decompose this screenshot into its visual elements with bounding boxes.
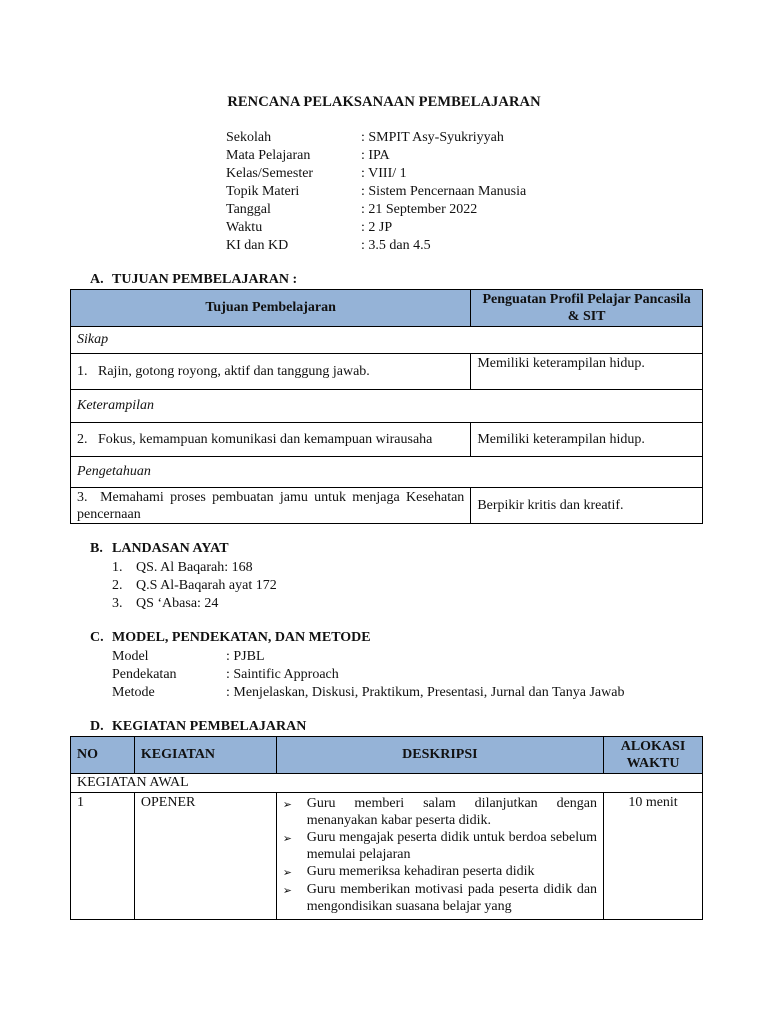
list-number: 1. [112, 560, 123, 575]
arrow-bullet-icon: ➢ [282, 884, 292, 897]
list-item [112, 595, 277, 613]
bullet-text: Guru memberi salam dilanjutkan dengan menanyakan kabar peserta didik. [306, 796, 598, 828]
description-list [283, 795, 597, 915]
objective-cell: 2. Fokus, kemampuan komunikasi dan kemampuan wirausaha [71, 423, 471, 457]
header-kegiatan: KEGIATAN [134, 737, 276, 774]
arrow-bullet-icon: ➢ [282, 866, 292, 879]
identity-value: : Sistem Pencernaan Manusia [361, 184, 527, 199]
bullet-text: Guru memeriksa kehadiran peserta didik [306, 864, 535, 879]
identity-label: Topik Materi [226, 184, 300, 199]
header-alokasi: ALOKASI WAKTU [604, 737, 703, 774]
objective-cell: 3. Memahami proses pembuatan jamu untuk menjaga Kesehatan pencernaan [71, 488, 471, 524]
list-text: Q.S Al-Baqarah ayat 172 [136, 578, 277, 593]
identity-label: Sekolah [226, 130, 272, 145]
table-row [71, 423, 703, 457]
profile-cell: Memiliki keterampilan hidup. [471, 354, 703, 390]
table-row [71, 488, 703, 524]
activity-no: 1 [71, 793, 135, 920]
section-b-heading [90, 541, 229, 557]
section-letter: C. [90, 630, 104, 645]
profile-cell: Memiliki keterampilan hidup. [471, 423, 703, 457]
list-item [112, 577, 277, 595]
list-number: 2. [112, 578, 123, 593]
method-row [112, 684, 624, 702]
section-title: KEGIATAN PEMBELAJARAN [112, 719, 307, 734]
identity-value: : 3.5 dan 4.5 [361, 238, 431, 253]
activity-duration: 10 menit [604, 793, 703, 920]
list-item [283, 795, 597, 829]
section-letter: B. [90, 541, 103, 556]
phase-label: KEGIATAN AWAL [71, 774, 703, 793]
method-label: Model [112, 649, 149, 664]
identity-row [226, 165, 526, 183]
method-label: Metode [112, 685, 155, 700]
bullet-text: Guru memberikan motivasi pada peserta didik dan mengondisikan suasana belajar yang [306, 882, 598, 914]
header-no: NO [71, 737, 135, 774]
identity-value: : 2 JP [361, 220, 393, 235]
bullet-text: Guru mengajak peserta didik untuk berdoa sebelum memulai pelajaran [306, 830, 598, 862]
identity-value: : 21 September 2022 [361, 202, 478, 217]
table-row [71, 354, 703, 390]
arrow-bullet-icon: ➢ [282, 832, 292, 845]
identity-row [226, 129, 526, 147]
method-row [112, 648, 624, 666]
header-deskripsi: DESKRIPSI [276, 737, 603, 774]
category-label: Keterampilan [71, 390, 703, 423]
activity-description [276, 793, 603, 920]
table-row [71, 793, 703, 920]
phase-row [71, 774, 703, 793]
section-letter: D. [90, 719, 104, 734]
learning-objectives-table [70, 289, 703, 524]
list-item [283, 863, 597, 881]
learning-activities-table [70, 736, 703, 920]
section-title: MODEL, PENDEKATAN, DAN METODE [112, 630, 371, 645]
section-d-heading [90, 719, 306, 735]
identity-row [226, 237, 526, 255]
category-row [71, 457, 703, 488]
section-letter: A. [90, 272, 104, 287]
section-title: TUJUAN PEMBELAJARAN : [112, 272, 298, 287]
document-title: RENCANA PELAKSANAAN PEMBELAJARAN [227, 94, 541, 110]
category-row [71, 327, 703, 354]
header-profile: Penguatan Profil Pelajar Pancasila & SIT [471, 290, 703, 327]
identity-value: : VIII/ 1 [361, 166, 407, 181]
list-item [283, 881, 597, 915]
table-header-row [71, 737, 703, 774]
category-label: Pengetahuan [71, 457, 703, 488]
header-objective: Tujuan Pembelajaran [71, 290, 471, 327]
section-a-heading [90, 272, 297, 288]
activity-name: OPENER [134, 793, 276, 920]
list-number: 3. [112, 596, 123, 611]
identity-label: KI dan KD [226, 238, 289, 253]
list-text: QS ‘Abasa: 24 [136, 596, 219, 611]
profile-cell: Berpikir kritis dan kreatif. [471, 488, 703, 524]
identity-block [226, 129, 526, 255]
method-row [112, 666, 624, 684]
category-label: Sikap [71, 327, 703, 354]
method-value: : Menjelaskan, Diskusi, Praktikum, Presentasi, Jurnal dan Tanya Jawab [226, 685, 625, 700]
identity-label: Kelas/Semester [226, 166, 314, 181]
identity-row [226, 147, 526, 165]
identity-row [226, 183, 526, 201]
list-item [112, 559, 277, 577]
list-item [283, 829, 597, 863]
objective-cell: 1. Rajin, gotong royong, aktif dan tanggung jawab. [71, 354, 471, 390]
list-text: QS. Al Baqarah: 168 [136, 560, 253, 575]
section-c-heading [90, 630, 371, 646]
identity-label: Tanggal [226, 202, 271, 217]
method-value: : PJBL [226, 649, 265, 664]
table-header-row [71, 290, 703, 327]
identity-row [226, 219, 526, 237]
category-row [71, 390, 703, 423]
identity-value: : SMPIT Asy-Syukriyyah [361, 130, 504, 145]
model-approach-method [112, 648, 624, 702]
identity-label: Mata Pelajaran [226, 148, 311, 163]
identity-row [226, 201, 526, 219]
identity-value: : IPA [361, 148, 390, 163]
method-value: : Saintific Approach [226, 667, 339, 682]
verse-list [112, 559, 277, 613]
identity-label: Waktu [226, 220, 263, 235]
method-label: Pendekatan [112, 667, 177, 682]
section-title: LANDASAN AYAT [112, 541, 229, 556]
arrow-bullet-icon: ➢ [282, 798, 292, 811]
